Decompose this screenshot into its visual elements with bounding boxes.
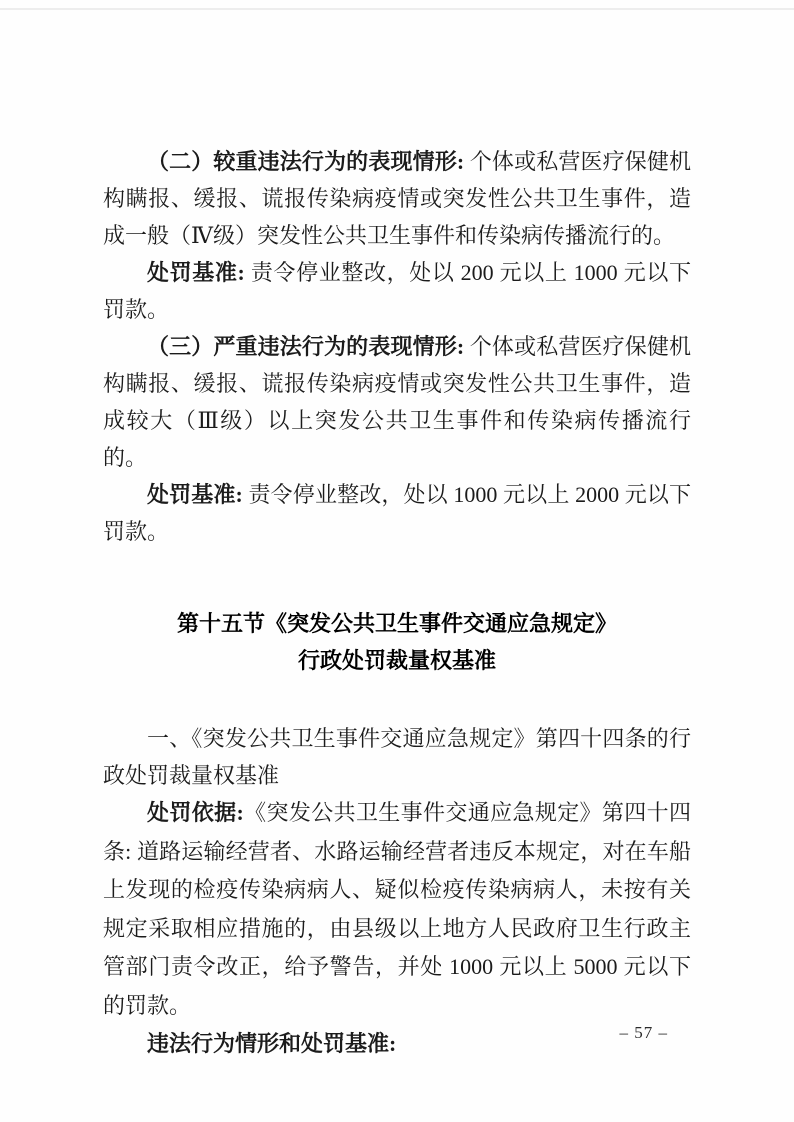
section-heading-line2: 行政处罚裁量权基准 [297,648,496,673]
severe-penalty-label: 处罚基准: [147,482,243,507]
section-heading [103,605,691,679]
moderate-violation-label: （二）较重违法行为的表现情形: [147,149,465,174]
severe-violation-text: 个体或私营医疗保健机构瞒报、缓报、谎报传染病疫情或突发性公共卫生事件，造成较大（Ⅲ级）以上突发公共卫生事件和传染病传播流行的。 [103,334,691,470]
paragraph-moderate-violation [103,143,691,254]
page-content [103,143,691,1064]
section-heading-line1: 第十五节《突发公共卫生事件交通应急规定》 [176,611,617,636]
scan-edge-artifact [0,8,794,10]
paragraph-severe-penalty [103,476,691,550]
paragraph-severe-violation [103,328,691,476]
moderate-violation-text: 个体或私营医疗保健机构瞒报、缓报、谎报传染病疫情或突发性公共卫生事件，造成一般（Ⅳ级）突发性公共卫生事件和传染病传播流行的。 [103,149,691,248]
penalty-basis-text: 《突发公共卫生事件交通应急规定》第四十四条: 道路运输经营者、水路运输经营者违反本规定，对在车船上发现的检疫传染病病人、疑似检疫传染病病人，未按有关规定采取相应措施的，由县级以上地方人民政府卫生行政主管部门责令改正，给予警告，并处 1000 元以上 5000 元以下的罚款。 [103,800,691,1018]
paragraph-penalty-basis [103,794,691,1025]
penalty-basis-label: 处罚依据: [147,800,244,825]
paragraph-clause-intro: 一、《突发公共卫生事件交通应急规定》第四十四条的行政处罚裁量权基准 [103,726,691,788]
page-number: – 57 – [619,1023,668,1042]
severe-penalty-text: 责令停业整改，处以 1000 元以上 2000 元以下罚款。 [103,482,691,544]
moderate-penalty-label: 处罚基准: [147,260,245,285]
paragraph-moderate-penalty [103,254,691,328]
severe-violation-label: （三）严重违法行为的表现情形: [147,334,465,359]
criteria-heading: 违法行为情形和处罚基准: [147,1031,397,1056]
moderate-penalty-text: 责令停业整改，处以 200 元以上 1000 元以下罚款。 [103,260,691,322]
